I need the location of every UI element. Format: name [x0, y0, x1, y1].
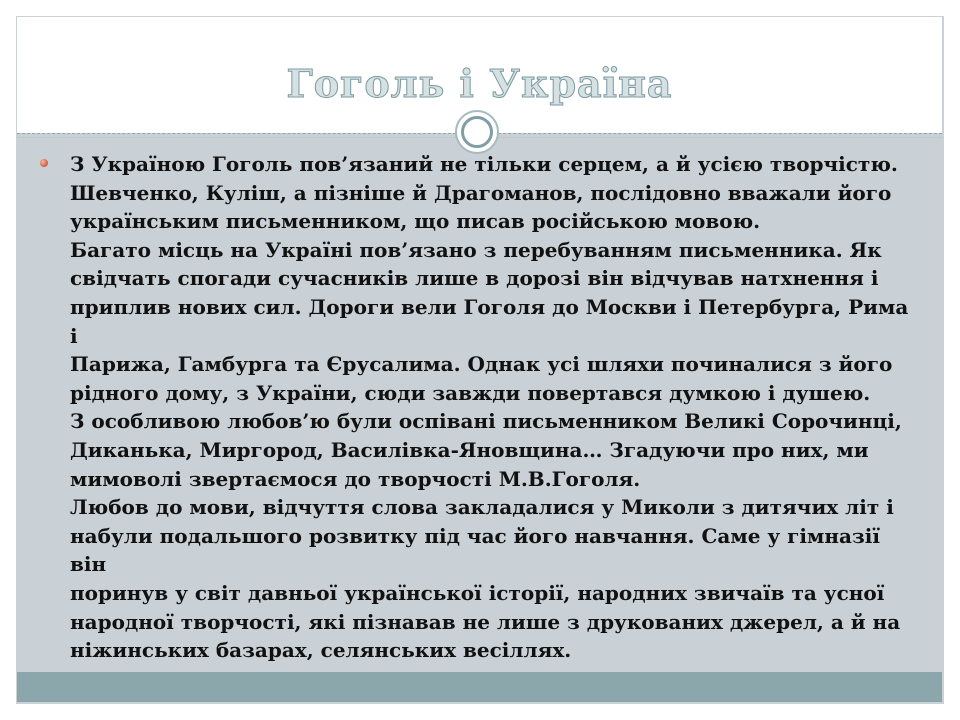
footer-bar	[17, 672, 942, 702]
content-body	[40, 150, 920, 665]
body-line: З особливою любов’ю були оспівані письменником Великі Сорочинці,	[70, 409, 902, 434]
body-line: ніжинських базарах, селянських весіллях.	[70, 638, 572, 663]
body-line: Любов до мови, відчуття слова закладалися у Миколи з дитячих літ і	[70, 495, 894, 520]
body-line: приплив нових сил. Дороги вели Гоголя до Москви і Петербурга, Рима і	[70, 294, 909, 348]
body-line: народної творчості, які пізнавав не лише з друкованих джерел, а й на	[70, 609, 901, 634]
body-line: рідного дому, з України, сюди завжди повертався думкою і душею.	[70, 380, 871, 405]
body-line: поринув у світ давньої української історії, народних звичаїв та усної	[70, 580, 885, 605]
slide-title: Гоголь і Україна	[286, 61, 673, 106]
body-line: Диканька, Миргород, Василівка-Яновщина… Згадуючи про них, ми	[70, 437, 869, 462]
ring-ornament-icon	[455, 110, 499, 154]
bullet-dot-icon	[40, 159, 48, 167]
body-paragraph	[70, 150, 920, 665]
body-line: Шевченко, Куліш, а пізніше й Драгоманов, послідовно вважали його	[70, 180, 892, 205]
body-line: мимоволі звертаємося до творчості М.В.Гоголя.	[70, 466, 641, 491]
body-line: Багато місць на Україні пов’язано з перебуванням письменника. Як	[70, 237, 882, 262]
body-line: свідчать спогади сучасників лише в дорозі він відчував натхнення і	[70, 266, 879, 291]
body-line: українським письменником, що писав російською мовою.	[70, 209, 761, 234]
body-line: З Україною Гоголь пов’язаний не тільки серцем, а й усією творчістю.	[70, 152, 898, 176]
ring-ornament-inner	[461, 116, 493, 148]
body-line: набули подальшого розвитку під час його навчання. Саме у гімназії він	[70, 523, 880, 577]
body-line: Парижа, Гамбурга та Єрусалима. Однак усі шляхи починалися з його	[70, 352, 893, 377]
